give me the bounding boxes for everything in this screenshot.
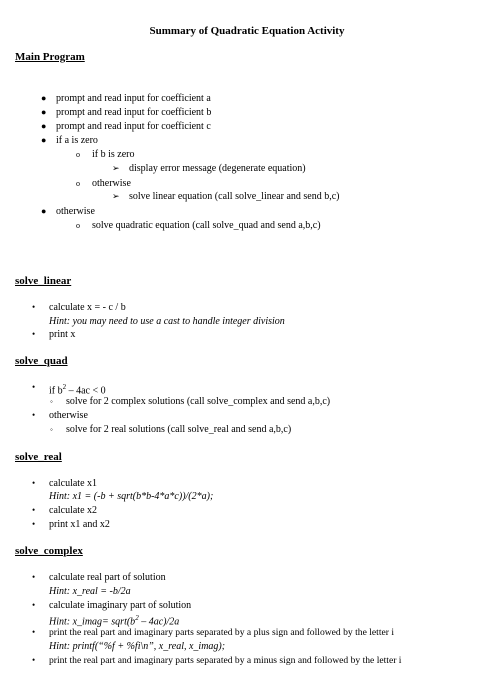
main-line: solve linear equation (call solve_linear and send b,c) bbox=[129, 191, 340, 202]
bullet-icon: • bbox=[32, 382, 36, 392]
bullet-icon: • bbox=[32, 627, 36, 637]
bullet-icon: • bbox=[32, 505, 36, 515]
bullet-icon: • bbox=[32, 600, 36, 610]
bullet-icon: • bbox=[32, 329, 36, 339]
bullet-icon: • bbox=[32, 478, 36, 488]
bullet-icon: • bbox=[32, 655, 36, 665]
quad-cond-prefix: if b bbox=[49, 385, 63, 397]
main-line: prompt and read input for coefficient b bbox=[56, 107, 212, 118]
main-line: display error message (degenerate equation) bbox=[129, 163, 306, 174]
circle-bullet-icon: ◦ bbox=[50, 397, 53, 406]
linear-hint: Hint: you may need to use a cast to handle integer division bbox=[49, 316, 285, 327]
main-line: if a is zero bbox=[56, 135, 98, 146]
complex-line: print the real part and imaginary parts separated by a plus sign and followed by the letter i bbox=[49, 627, 395, 638]
main-line: solve quadratic equation (call solve_quad and send a,b,c) bbox=[92, 220, 321, 231]
real-hint: Hint: x1 = (-b + sqrt(b*b-4*a*c))/(2*a); bbox=[49, 491, 214, 502]
bullet-icon: • bbox=[32, 302, 36, 312]
complex-line: calculate imaginary part of solution bbox=[49, 600, 192, 611]
real-line: calculate x2 bbox=[49, 505, 98, 516]
linear-line: print x bbox=[49, 329, 76, 340]
circle-bullet-icon: o bbox=[76, 179, 80, 188]
main-program-heading: Main Program bbox=[15, 51, 85, 63]
quad-line: otherwise bbox=[49, 410, 88, 421]
bullet-icon: • bbox=[32, 572, 36, 582]
real-line: calculate x1 bbox=[49, 478, 98, 489]
complex-hint: Hint: x_real = -b/2a bbox=[49, 586, 131, 597]
bullet-icon: ● bbox=[41, 206, 47, 216]
complex-line: calculate real part of solution bbox=[49, 572, 166, 583]
bullet-icon: • bbox=[32, 519, 36, 529]
bullet-icon: ● bbox=[41, 93, 47, 103]
quad-cond-suffix: – 4ac < 0 bbox=[66, 385, 106, 397]
imag-hint-sup: 2 bbox=[135, 614, 139, 622]
main-line: prompt and read input for coefficient a bbox=[56, 93, 211, 104]
bullet-icon: ● bbox=[41, 135, 47, 145]
quad-cond-sup: 2 bbox=[62, 383, 67, 391]
main-line: otherwise bbox=[92, 178, 131, 189]
imag-hint-prefix: Hint: x_imag= sqrt(b bbox=[49, 616, 136, 628]
complex-printf-hint: Hint: printf(“%f + %fi\n”, x_real, x_imag); bbox=[49, 641, 226, 652]
imag-hint-suffix: – 4ac)/2a bbox=[138, 616, 180, 628]
bullet-icon: ● bbox=[41, 107, 47, 117]
main-line: prompt and read input for coefficient c bbox=[56, 121, 211, 132]
bullet-icon: ● bbox=[41, 121, 47, 131]
quad-line: solve for 2 complex solutions (call solve_complex and send a,b,c) bbox=[66, 396, 331, 407]
solve-linear-heading: solve_linear bbox=[15, 275, 72, 287]
linear-line: calculate x = - c / b bbox=[49, 302, 126, 313]
solve-real-heading: solve_real bbox=[15, 451, 62, 463]
main-line: if b is zero bbox=[92, 149, 135, 160]
arrow-bullet-icon: ➢ bbox=[112, 191, 120, 201]
circle-bullet-icon: ◦ bbox=[50, 425, 53, 434]
arrow-bullet-icon: ➢ bbox=[112, 163, 120, 173]
main-line: otherwise bbox=[56, 206, 95, 217]
bullet-icon: • bbox=[32, 410, 36, 420]
real-line: print x1 and x2 bbox=[49, 519, 110, 530]
page-title: Summary of Quadratic Equation Activity bbox=[149, 25, 345, 37]
circle-bullet-icon: o bbox=[76, 150, 80, 159]
quad-line: solve for 2 real solutions (call solve_real and send a,b,c) bbox=[66, 424, 292, 435]
complex-line: print the real part and imaginary parts separated by a minus sign and followed by the letter i bbox=[49, 655, 402, 666]
solve-complex-heading: solve_complex bbox=[15, 545, 83, 557]
solve-quad-heading: solve_quad bbox=[15, 355, 68, 367]
circle-bullet-icon: o bbox=[76, 221, 80, 230]
